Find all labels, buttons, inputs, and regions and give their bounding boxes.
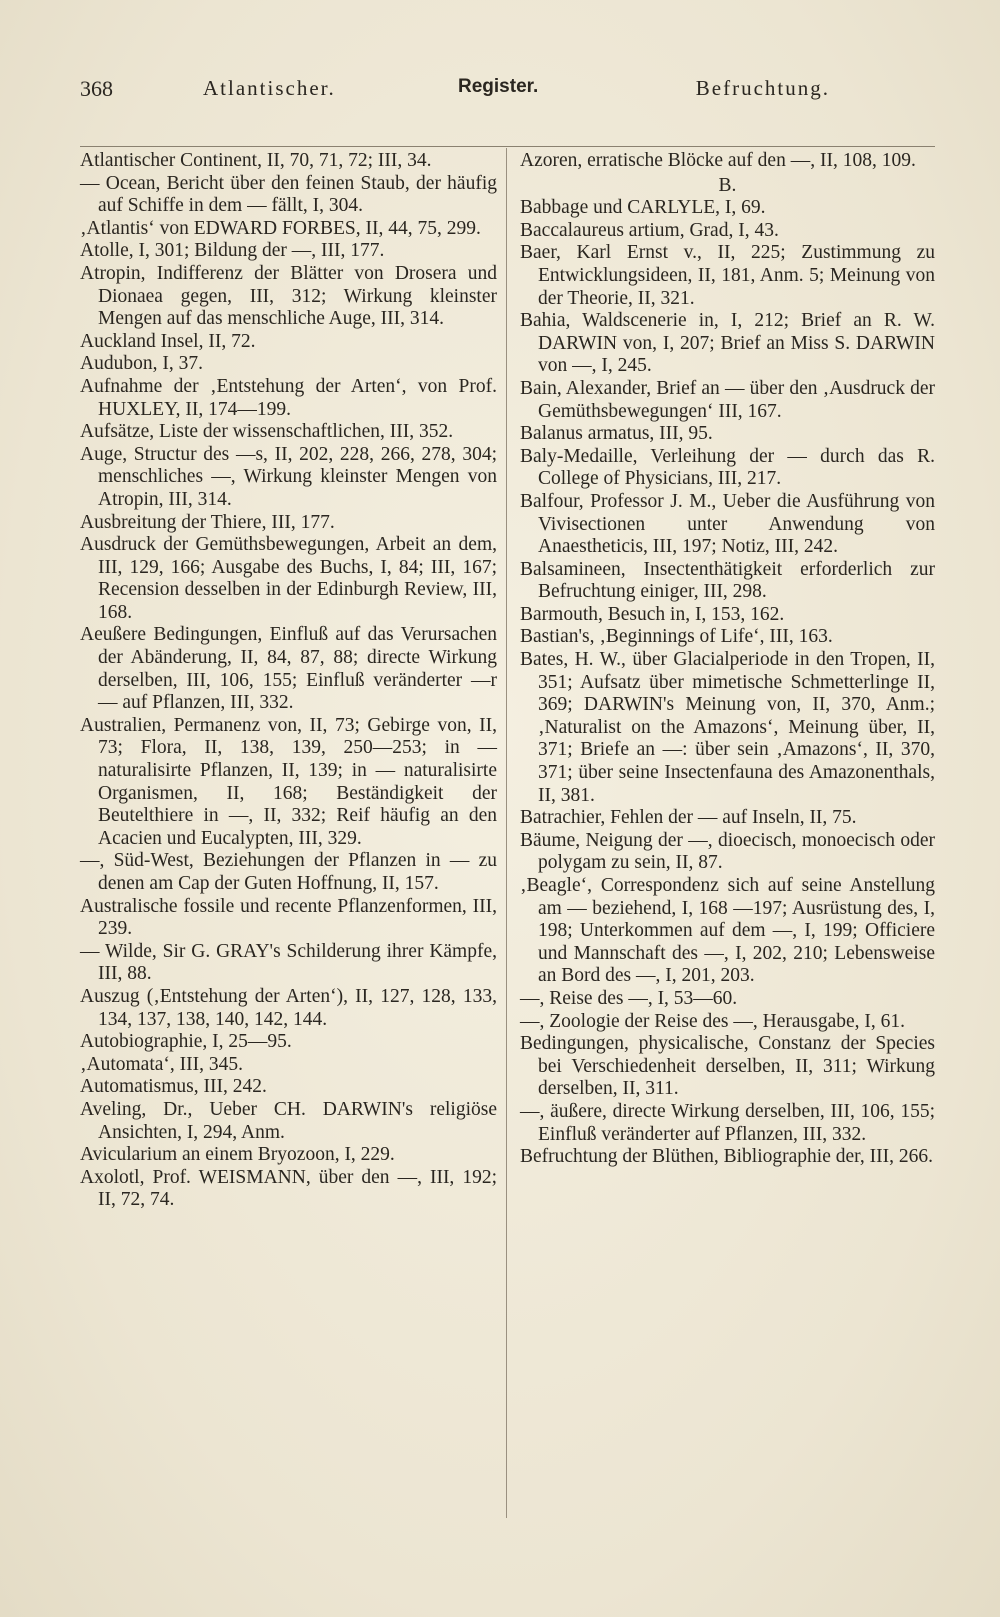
index-entry: ‚Automata‘, III, 345. [80, 1053, 243, 1075]
column-divider [506, 148, 507, 1518]
index-entry: — Ocean, Bericht über den feinen Staub, der häufig auf Schiffe in dem — fällt, I, 304. [80, 172, 497, 217]
index-entry: Barmouth, Besuch in, I, 153, 162. [520, 603, 785, 625]
index-entry: Baly-Medaille, Verleihung der — durch das R. College of Physicians, III, 217. [520, 445, 935, 490]
index-entry: Audubon, I, 37. [80, 353, 203, 375]
index-entry: Bain, Alexander, Brief an — über den ‚Ausdruck der Gemüthsbewegungen‘ III, 167. [520, 377, 935, 422]
index-entry: Aufnahme der ‚Entstehung der Arten‘, von Prof. HUXLEY, II, 174—199. [80, 375, 497, 420]
index-entry: — Wilde, Sir G. GRAY's Schilderung ihrer Kämpfe, III, 88. [80, 940, 497, 985]
header-title: Register. [458, 76, 539, 97]
index-entry: Axolotl, Prof. WEISMANN, über den —, III, 192; II, 72, 74. [80, 1166, 497, 1211]
index-entry: Bedingungen, physicalische, Constanz der Species bei Verschiedenheit derselben, II, 311; Wirkung derselben, II, 311. [520, 1033, 935, 1100]
index-entry: Befruchtung der Blüthen, Bibliographie der, III, 266. [520, 1146, 933, 1168]
index-entry: Balsamineen, Insectenthätigkeit erforderlich zur Befruchtung einiger, III, 298. [520, 558, 935, 603]
index-entry: Bahia, Waldscenerie in, I, 212; Brief an R. W. DARWIN von, I, 207; Brief an Miss S. DARWIN von —, I, 245. [520, 310, 935, 377]
index-entry: Avicularium an einem Bryozoon, I, 229. [80, 1144, 395, 1166]
index-entry: —, äußere, directe Wirkung derselben, III, 106, 155; Einfluß veränderter auf Pflanzen, III, 332. [520, 1100, 935, 1145]
index-entry: Atlantischer Continent, II, 70, 71, 72; III, 34. [80, 150, 432, 171]
index-entry: Bates, H. W., über Glacialperiode in den Tropen, II, 351; Aufsatz über mimetische Schmetterlinge II, 369; DARWIN's Meinung von, II, 370, Anm.; ‚Naturalist on the Amazons‘, Meinung über, II, 371; Briefe an —: über sein ‚Amazons‘, II, 370, 371; über seine Insectenfauna des Amazonenthals, II, 381. [520, 649, 935, 806]
index-entry: Auszug (‚Entstehung der Arten‘), II, 127, 128, 133, 134, 137, 138, 140, 142, 144. [80, 985, 497, 1030]
index-entry: Automatismus, III, 242. [80, 1076, 267, 1098]
index-entry: Babbage und CARLYLE, I, 69. [520, 197, 766, 219]
index-entry: Auge, Structur des —s, II, 202, 228, 266, 278, 304; menschliches —, Wirkung kleinster Mengen von Atropin, III, 314. [80, 443, 497, 510]
index-entry: Bastian's, ‚Beginnings of Life‘, III, 163. [520, 626, 833, 648]
index-entry: Atropin, Indifferenz der Blätter von Drosera und Dionaea gegen, III, 312; Wirkung kleinster Mengen auf das menschliche Auge, III, 314. [80, 262, 497, 330]
index-entry: Baer, Karl Ernst v., II, 225; Zustimmung zu Entwicklungsideen, II, 181, Anm. 5; Meinung von der Theorie, II, 321. [520, 242, 935, 309]
index-entry: Australische fossile und recente Pflanzenformen, III, 239. [80, 895, 497, 940]
index-entry: Ausdruck der Gemüthsbewegungen, Arbeit an dem, III, 129, 166; Ausgabe des Buchs, I, 84; III, 167; Recension desselben in der Edinburgh Review, III, 168. [80, 534, 497, 623]
index-entry: Aeußere Bedingungen, Einfluß auf das Verursachen der Abänderung, II, 84, 87, 88; directe Wirkung derselben, III, 106, 155; Einfluß veränderter —r — auf Pflanzen, III, 332. [80, 624, 497, 714]
index-entry: Azoren, erratische Blöcke auf den —, II, 108, 109. [520, 150, 916, 171]
index-entry: Batrachier, Fehlen der — auf Inseln, II, 75. [520, 807, 857, 829]
running-header [80, 76, 830, 110]
page-number: 368 [80, 76, 113, 101]
index-entry: Baccalaureus artium, Grad, I, 43. [520, 219, 779, 241]
index-entry: ‚Beagle‘, Correspondenz sich auf seine Anstellung am — beziehend, I, 168 —197; Ausrüstung des, I, 198; Unterkommen auf dem —, I, 199; Officiere und Mannschaft des —, I, 202, 210; Lebensweise an Bord des —, I, 201, 203. [520, 875, 935, 987]
index-entry: ‚Atlantis‘ von EDWARD FORBES, II, 44, 75, 299. [80, 217, 481, 239]
index-entry: Australien, Permanenz von, II, 73; Gebirge von, II, 73; Flora, II, 138, 139, 250—253; in — naturalisirte Pflanzen, II, 139; in — naturalisirte Organismen, II, 168; Beständigkeit der Beutelthiere in —, II, 332; Reif häufig an den Acacien und Eucalypten, III, 329. [80, 714, 497, 849]
index-entry: —, Süd-West, Beziehungen der Pflanzen in — zu denen am Cap der Guten Hoffnung, II, 157. [80, 850, 497, 894]
index-entry: Atolle, I, 301; Bildung der —, III, 177. [80, 240, 385, 262]
section-letter: B. [718, 174, 737, 196]
index-entry: —, Reise des —, I, 53—60. [520, 987, 738, 1009]
index-entry: —, Zoologie der Reise des —, Herausgabe, I, 61. [520, 1010, 906, 1032]
index-entry: Autobiographie, I, 25—95. [80, 1031, 292, 1053]
header-rule [80, 146, 935, 147]
index-entry: Ausbreitung der Thiere, III, 177. [80, 511, 335, 533]
index-entry: Balanus armatus, III, 95. [520, 423, 713, 445]
index-entry: Bäume, Neigung der —, dioecisch, monoecisch oder polygam zu sein, II, 87. [520, 829, 935, 874]
header-left-catchword: Atlantischer. [203, 76, 336, 100]
index-entry: Auckland Insel, II, 72. [80, 330, 256, 352]
left-column [80, 150, 497, 1212]
index-entry: Aufsätze, Liste der wissenschaftlichen, III, 352. [80, 421, 454, 443]
header-right-catchword: Befruchtung. [695, 76, 830, 100]
index-entry: Aveling, Dr., Ueber CH. DARWIN's religiöse Ansichten, I, 294, Anm. [80, 1098, 497, 1143]
index-entry: Balfour, Professor J. M., Ueber die Ausführung von Vivisectionen unter Anwendung von Anaestheticis, III, 197; Notiz, III, 242. [520, 490, 935, 558]
right-column [520, 150, 935, 1169]
